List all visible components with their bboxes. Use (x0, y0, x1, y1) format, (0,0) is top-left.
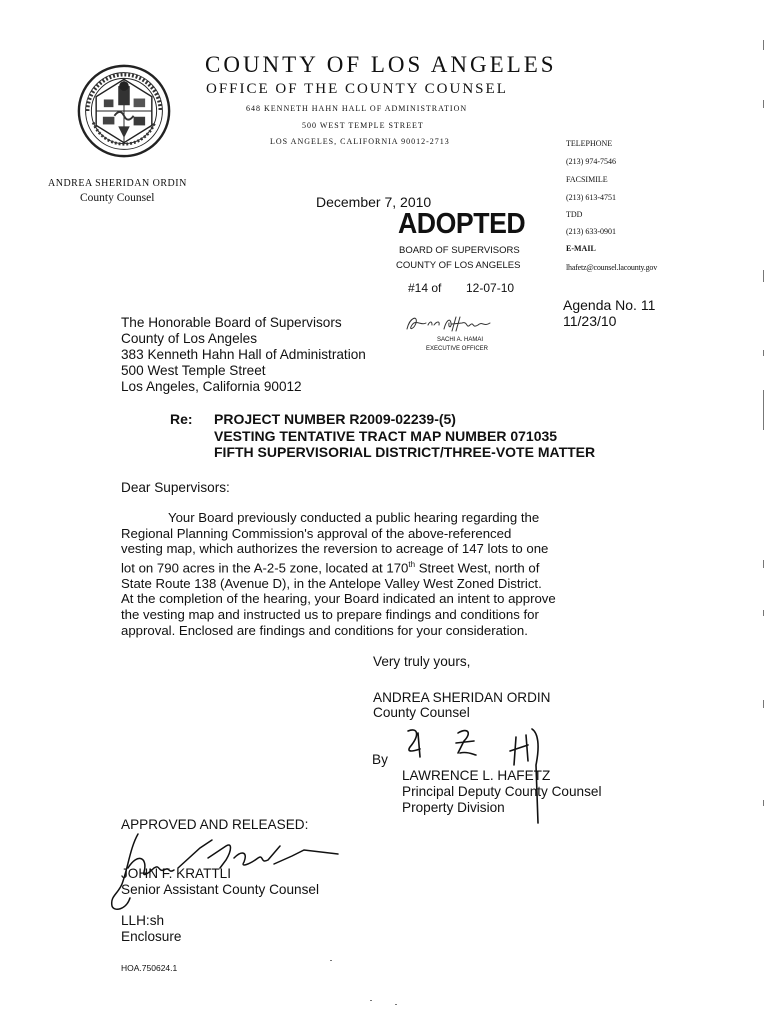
contact-value-facsimile: (213) 613-4751 (566, 193, 616, 202)
body-paragraph (121, 510, 621, 638)
recipient-line: 500 West Temple Street (121, 363, 266, 378)
stamp-board-line: COUNTY OF LOS ANGELES (396, 260, 521, 271)
stamp-signer-title: EXECUTIVE OFFICER (426, 346, 489, 352)
stamp-item-number: #14 of (408, 281, 442, 295)
subject-line: FIFTH SUPERVISORIAL DISTRICT/THREE-VOTE MATTER (214, 444, 596, 460)
signer-name: LAWRENCE L. HAFETZ (402, 768, 551, 783)
stamp-item-date: 12-07-10 (466, 281, 515, 295)
subject-label: Re: (170, 411, 193, 427)
closing-name: ANDREA SHERIDAN ORDIN (373, 690, 551, 705)
paragraph-text: lot on 790 acres in the A-2-5 zone, located at 170 (121, 560, 409, 576)
stamp-signer-name: SACHI A. HAMAI (437, 337, 484, 343)
closing-title: County Counsel (373, 705, 470, 720)
paragraph-line: approval. Enclosed are findings and conditions for your consideration. (121, 622, 528, 638)
paragraph-line: At the completion of the hearing, your Board indicated an intent to approve (121, 591, 556, 607)
recipient-line: Los Angeles, California 90012 (121, 379, 302, 394)
executive-officer-signature (404, 311, 496, 335)
letter-date: December 7, 2010 (316, 194, 432, 210)
subject-line: PROJECT NUMBER R2009-02239-(5) (214, 411, 456, 427)
paragraph-line: State Route 138 (Avenue D), in the Antelope Valley West Zoned District. (121, 575, 542, 591)
county-counsel-name: ANDREA SHERIDAN ORDIN (48, 178, 187, 189)
agenda-date: 11/23/10 (563, 313, 617, 329)
stamp-board-line: BOARD OF SUPERVISORS (399, 245, 520, 256)
document-id: HOA.750624.1 (121, 963, 178, 973)
contact-value-email: lhafetz@counsel.lacounty.gov (566, 263, 657, 272)
paragraph-text: Street West, north of (415, 560, 540, 576)
paragraph-line: the vesting map and instructed us to prepare findings and conditions for (121, 606, 539, 622)
paragraph-line: vesting map, which authorizes the reversion to acreage of 147 lots to one (121, 541, 549, 557)
by-label: By (372, 752, 388, 767)
paragraph-line (121, 557, 621, 576)
letterhead-address-line: LOS ANGELES, CALIFORNIA 90012-2713 (270, 137, 450, 146)
signer-title: Principal Deputy County Counsel (402, 784, 602, 799)
enclosure-note: Enclosure (121, 929, 182, 944)
letterhead-title: COUNTY OF LOS ANGELES (205, 52, 557, 77)
approver-name: JOHN F. KRATTLI (121, 866, 232, 881)
recipient-line: 383 Kenneth Hahn Hall of Administration (121, 347, 366, 362)
adopted-stamp: ADOPTED (398, 208, 526, 240)
valediction: Very truly yours, (373, 654, 471, 669)
ordinal-suffix: th (408, 559, 416, 569)
contact-value-tdd: (213) 633-0901 (566, 227, 616, 236)
typist-initials: LLH:sh (121, 913, 165, 928)
recipient-line: County of Los Angeles (121, 331, 258, 346)
contact-label-facsimile: FACSIMILE (566, 175, 608, 184)
salutation: Dear Supervisors: (121, 480, 230, 495)
letterhead-address-line: 648 KENNETH HAHN HALL OF ADMINISTRATION (246, 104, 468, 113)
paragraph-line: Your Board previously conducted a public hearing regarding the (168, 510, 540, 525)
agenda-number: Agenda No. 11 (563, 297, 656, 313)
paragraph-line: Regional Planning Commission's approval of the above-referenced (121, 525, 512, 541)
contact-label-telephone: TELEPHONE (566, 139, 613, 148)
county-counsel-title: County Counsel (80, 192, 155, 204)
county-seal-icon (76, 63, 172, 159)
approver-title: Senior Assistant County Counsel (121, 882, 319, 897)
letterhead-address-line: 500 WEST TEMPLE STREET (302, 121, 424, 130)
letterhead-office: OFFICE OF THE COUNTY COUNSEL (206, 81, 508, 97)
contact-value-telephone: (213) 974-7546 (566, 157, 616, 166)
contact-label-tdd: TDD (566, 210, 583, 219)
subject-line: VESTING TENTATIVE TRACT MAP NUMBER 071035 (214, 428, 558, 444)
recipient-line: The Honorable Board of Supervisors (121, 315, 342, 330)
signer-division: Property Division (402, 800, 505, 815)
contact-label-email: E-MAIL (566, 244, 596, 253)
approval-heading: APPROVED AND RELEASED: (121, 817, 309, 832)
